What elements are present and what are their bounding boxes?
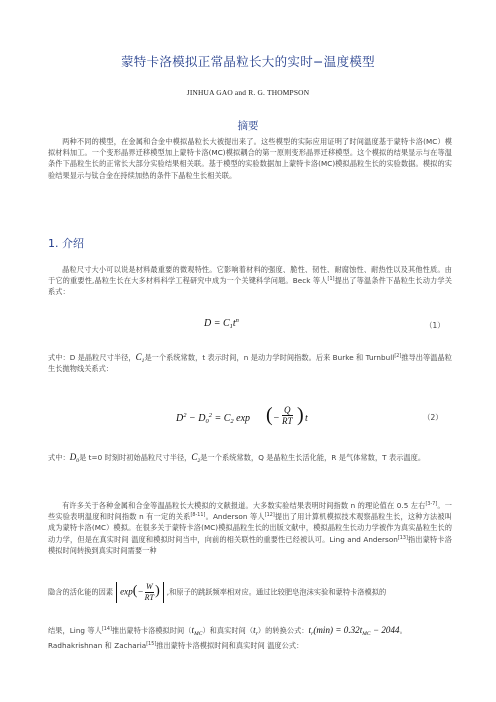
discussion-text: 。Anderson 等人 (205, 512, 265, 522)
math-text: (min) = 0.32t (313, 625, 363, 635)
equation-1-number: （1） (425, 321, 445, 330)
citation-ref: [2] (394, 354, 402, 359)
time-text: 。 (399, 626, 407, 635)
final-text: 推出蒙特卡洛模拟时间和真实时间 温度公式： (156, 641, 304, 650)
math-letter: t (308, 625, 312, 635)
activation-text: ,和原子的跳跃频率相对应。通过比较肥皂泡沫实验和蒙特卡洛模拟的 (166, 587, 387, 597)
intro-text-a: 晶粒尺寸大小可以说是材料最重要的微观特性。它影响着材料的强度、脆性、韧性、耐腐蚀性、耐热性以及其他性质。由于它的重要性,晶粒生长在大多材料科学工程研究中成为一个关键科学问题。Beck 等人 (48, 265, 452, 286)
paper-authors: JINHUA GAO and R. G. THOMPSON (186, 88, 310, 97)
time-conversion-formula (309, 625, 400, 635)
intro-text-b: 提出了等温条件下晶粒生长动力学关系式： (48, 276, 452, 297)
abstract-heading: 摘要 (237, 120, 259, 132)
time-text: 推出蒙特卡洛模拟时间（ (111, 626, 192, 635)
equation-1: $D = C_1t^n$ (204, 317, 239, 330)
math-letter: t (191, 625, 195, 635)
citation-ref: [1] (327, 277, 335, 283)
math-text: − 2044 (370, 625, 400, 635)
math-subscript: 2 (197, 458, 201, 464)
math-subscript: 1 (141, 358, 145, 364)
activation-energy-line (48, 582, 452, 603)
math-subscript: 0 (76, 458, 80, 464)
explanation-text: 是一个系统常数，t 表示时间，n 是动力学时间指数。后来 Burke 和 Turnbull (144, 353, 395, 362)
discussion-text: 提出了用计算机模拟技术观察晶粒生长，这种方法被叫成为蒙特卡洛(MC）模拟。在很多关于蒙特卡洛(MC)模拟晶粒生长的出版文献中，模拟晶粒生长动力学被作为真实晶粒生长的动力学，但是在真实时间 温度和模拟时间当中，向前的相关联性的重要性已经被认可。Ling and Anderson (48, 512, 453, 544)
math-symbol-tmc (192, 625, 203, 635)
citation-ref: [14] (101, 627, 112, 632)
citation-ref: [8-11] (190, 513, 206, 519)
abstract-text: 两种不同的模型，在金属和合金中模拟晶粒长大被提出来了。这些模型的实际应用证明了时间温度基于蒙特卡洛(MC）模拟材料加工。一个变形晶界迁移模型加上蒙特卡洛(MC)模拟耦合的第一原则变形晶界迁移模型。这个模拟的结果显示与在等温条件下晶粒生长的正常长大部分实验结果相关联。基于模型的实验数据加上蒙特卡洛(MC)模拟晶粒生长的实验数据。模拟的实验结果显示与钛合金在持续加热的条件下晶粒生长相关联。 (48, 137, 452, 180)
final-text: Radhakrishnan 和 Zacharia (48, 641, 147, 650)
time-text: ）的转换公式： (257, 626, 309, 635)
citation-ref: [13] (397, 535, 408, 541)
explanation-text: 式中： (48, 453, 70, 462)
math-letter: t (253, 625, 256, 635)
math-subscript: MC (194, 631, 203, 637)
math-letter: D (69, 452, 77, 462)
time-conversion-line (48, 625, 452, 636)
citation-ref: [15] (146, 642, 157, 647)
paper-title: 蒙特卡洛模拟正常晶粒长大的实时−温度模型 (121, 54, 375, 69)
math-subscript: r (255, 631, 258, 637)
equation-2-explanation (48, 452, 452, 463)
math-subscript: MC (362, 631, 371, 637)
explanation-text: 是一个系统常数，Q 是晶粒生长活化能，R 是气体常数，T 表示温度。 (200, 453, 426, 462)
abstract-paragraph (48, 136, 452, 181)
math-symbol-c2 (191, 452, 200, 462)
explanation-text: 式中：D 是晶粒尺寸半径， (48, 353, 136, 362)
equation-2-number: （2） (423, 413, 443, 422)
activation-text: 隐含的活化能的因素 (48, 587, 114, 597)
intro-paragraph (48, 264, 452, 298)
discussion-text: 。一些实验表明温度和时间指数 n 有一定的关系 (48, 501, 452, 522)
math-letter: C (191, 452, 198, 462)
final-line (48, 640, 452, 651)
math-symbol-d0 (70, 452, 79, 462)
discussion-text: 有许多关于各种金属和合金等温晶粒长大模拟的文献报道。大多数实验结果表明时间指数 n 的理论值在 0.5 左右 (62, 501, 426, 510)
math-letter: C (135, 352, 142, 362)
explanation-text: 推导出等温晶粒生长抛物线关系式： (48, 353, 452, 374)
inline-formula-exp: exp(− $\frac{W}{RT}$ ) (116, 582, 164, 603)
discussion-paragraph (48, 500, 452, 556)
time-text: ）和真实时间（ (202, 626, 254, 635)
math-subscript: r (311, 631, 314, 637)
equation-2: $D^2 - D_0^2 = C_2$ exp ( − $\frac{Q}{RT}$ ) t (176, 404, 308, 426)
time-text: 结果，Ling 等人 (48, 626, 102, 635)
section-heading-introduction: 1. 介绍 (48, 237, 84, 250)
equation-1-explanation (48, 352, 452, 374)
citation-ref: [3-7] (425, 502, 438, 507)
explanation-text: 是 t=0 时刻时初始晶粒尺寸半径， (79, 453, 192, 462)
discussion-text: 指出蒙特卡洛模拟时间转换到真实时间需要一种 (48, 534, 452, 555)
citation-ref: [12] (264, 513, 275, 519)
